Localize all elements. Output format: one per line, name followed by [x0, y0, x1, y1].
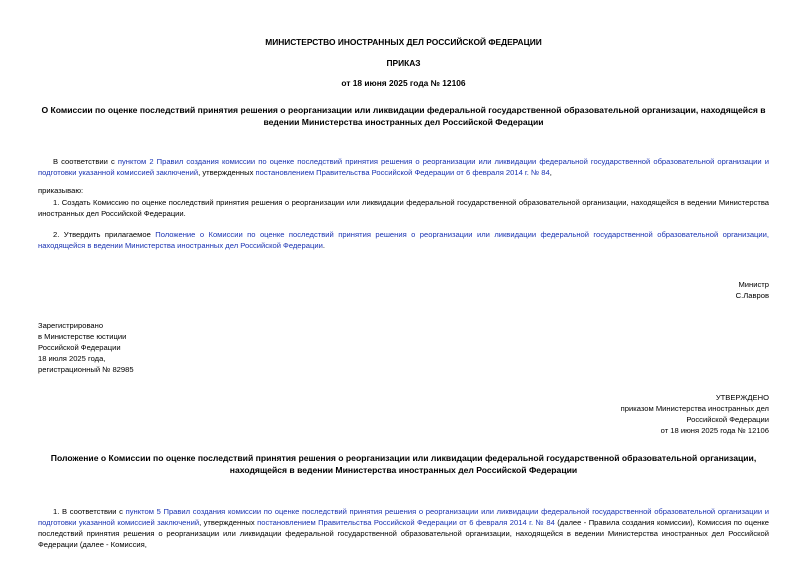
- header-block: [38, 36, 769, 90]
- order-title-block: [38, 104, 769, 128]
- registration-line-4: 18 июля 2025 года,: [38, 354, 106, 363]
- regulation-title-block: [38, 452, 769, 476]
- regulation-p1-block: [38, 506, 769, 550]
- orders-label: приказываю:: [38, 186, 84, 195]
- rules-point-5-link[interactable]: пунктом 5 Правил создания комиссии по оценке последствий принятия решения о реорганизации или ликвидации федеральной государственной образовательной организации и подготовки указанной комиссией заключений: [38, 507, 769, 527]
- regulation-p1-mid: , утвержденных: [199, 518, 258, 527]
- preamble: [38, 156, 769, 178]
- registration-line-2: в Министерстве юстиции: [38, 332, 127, 341]
- ministry-heading: МИНИСТЕРСТВО ИНОСТРАННЫХ ДЕЛ РОССИЙСКОЙ ФЕДЕРАЦИИ: [265, 37, 542, 47]
- signature-block: [38, 279, 769, 301]
- registration-line-3: Российской Федерации: [38, 343, 121, 352]
- registration-line-1: Зарегистрировано: [38, 321, 104, 330]
- regulation-p1-intro: 1. В соответствии с: [53, 507, 126, 516]
- approved-line-3: Российской Федерации: [686, 415, 769, 424]
- order-item-1: 1. Создать Комиссию по оценке последствий принятия решения о реорганизации или ликвидации федеральной государственной образовательной организации, находящейся в ведении Министерства иностранных дел Российской Федерации.: [38, 198, 769, 218]
- orders-label-block: [38, 185, 769, 196]
- order-date-number: от 18 июня 2025 года № 12106: [341, 78, 466, 89]
- preamble-intro: В соответствии с: [53, 157, 118, 166]
- regulation-title: Положение о Комиссии по оценке последствий принятия решения о реорганизации или ликвидации федеральной государственной образовательной организации, находящейся в ведении Министерства иностранных дел Российской Федерации: [50, 453, 757, 476]
- doc-type-heading: ПРИКАЗ: [386, 58, 421, 69]
- signature-position: Министр: [738, 280, 769, 289]
- approved-line-2: приказом Министерства иностранных дел: [620, 404, 769, 413]
- approved-line-4: от 18 июня 2025 года № 12106: [660, 426, 769, 435]
- approved-block: [38, 392, 769, 436]
- regulation-link[interactable]: Положение о Комиссии по оценке последствий принятия решения о реорганизации или ликвидации федеральной государственной образовательной организации, находящейся в ведении Министерства иностранных дел Российской Федерации: [38, 230, 769, 250]
- regulation-p1-end: (далее - Правила создания комиссии), Комиссия по оценке последствий принятия решения о реорганизации или ликвидации федеральной государственной образовательной организации, находящейся в ведении Министерства иностранных дел Российской Федерации (далее - Комиссия,: [38, 518, 769, 549]
- preamble-end: ,: [549, 168, 552, 177]
- item-2-prefix: 2. Утвердить прилагаемое: [53, 230, 156, 239]
- item-2-end: .: [322, 241, 325, 250]
- preamble-mid: , утвержденных: [198, 168, 256, 177]
- registration-line-5: регистрационный № 82985: [38, 365, 134, 374]
- order-title: О Комиссии по оценке последствий принятия решения о реорганизации или ликвидации федеральной государственной образовательной организации, находящейся в ведении Министерства иностранных дел Российской Федерации: [41, 105, 766, 128]
- item-1-block: [38, 197, 769, 219]
- item-2-block: [38, 229, 769, 251]
- government-decree-84-link-2[interactable]: постановлением Правительства Российской Федерации от 6 февраля 2014 г. № 84: [257, 518, 555, 527]
- government-decree-84-link[interactable]: постановлением Правительства Российской Федерации от 6 февраля 2014 г. № 84: [255, 168, 550, 177]
- rules-point-2-link[interactable]: пунктом 2 Правил создания комиссии по оценке последствий принятия решения о реорганизации или ликвидации федеральной государственной образовательной организации и подготовки указанной комиссией заключений: [38, 157, 769, 177]
- registration-block: [38, 320, 769, 375]
- approved-line-1: УТВЕРЖДЕНО: [715, 393, 769, 402]
- signature-name: С.Лавров: [735, 291, 769, 300]
